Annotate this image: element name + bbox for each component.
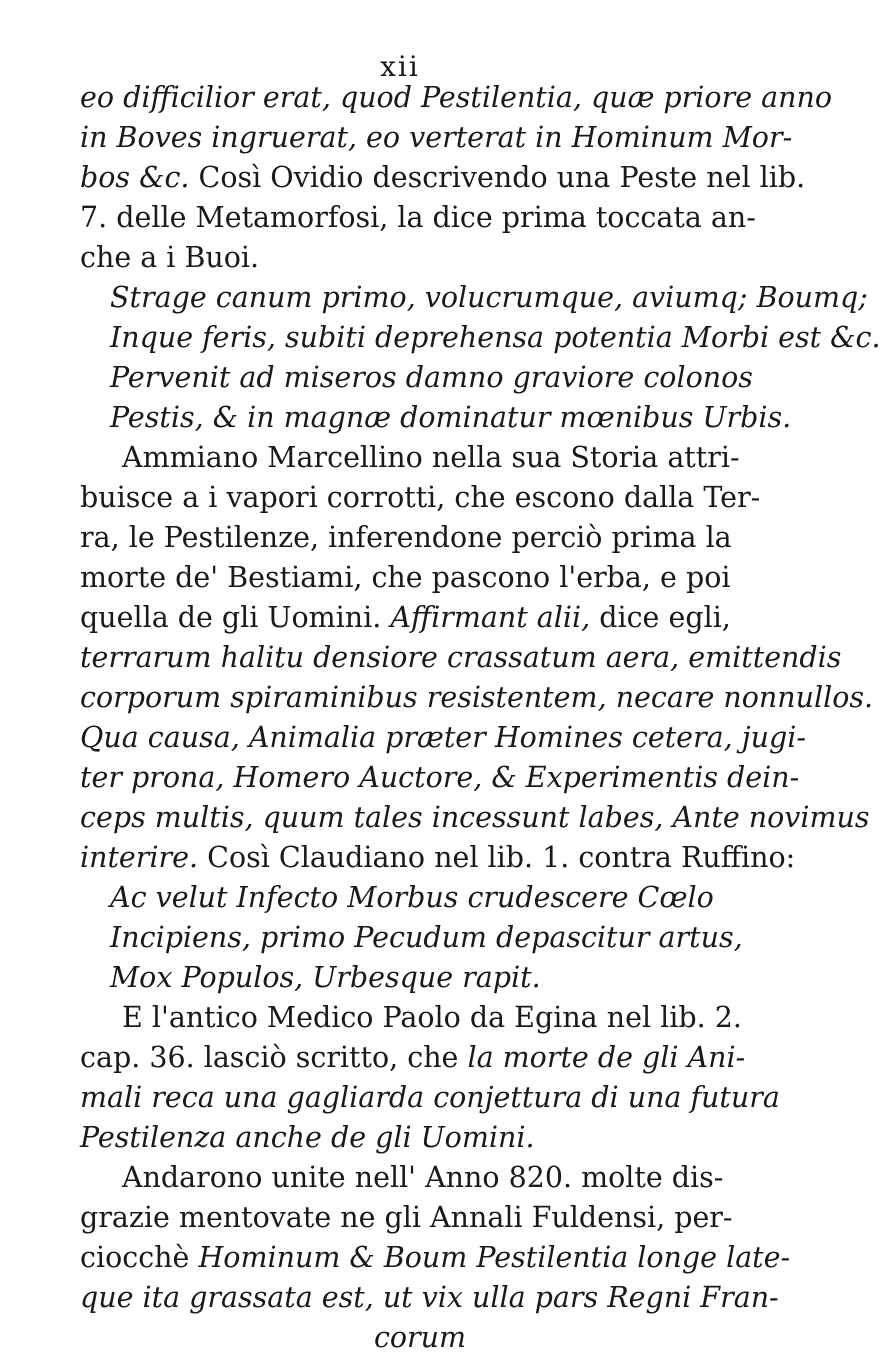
- text-run: dice egli,: [599, 601, 731, 634]
- text-line: Incipiens, primo Pecudum depascitur artus,: [110, 921, 743, 954]
- text-run: Così Claudiano nel lib. 1. contra Ruffino:: [207, 841, 796, 874]
- text-line: [80, 838, 796, 878]
- text-line: Pestis, & in magnæ dominatur mœnibus Urbis.: [110, 401, 792, 434]
- text-line: corum: [373, 1321, 467, 1354]
- text-line: Pestilenza anche de gli Uomini.: [80, 1121, 535, 1154]
- text-line: [80, 1038, 760, 1078]
- page-body: [80, 78, 881, 1358]
- text-run: cap. 36. lasciò scritto, che: [80, 1041, 468, 1074]
- text-line: Qua causa, Animalia præter Homines cetera, jugi-: [80, 721, 806, 754]
- text-line: Inque feris, subiti deprehensa potentia Morbi est &c.: [110, 321, 881, 354]
- text-line: [80, 158, 806, 198]
- text-run: interire.: [80, 841, 208, 874]
- text-line: [80, 1238, 791, 1278]
- text-line: que ita grassata est, ut vix ulla pars Regni Fran-: [80, 1281, 779, 1314]
- text-run: Così Ovidio descrivendo una Peste nel lib.: [198, 161, 806, 194]
- text-line: Ammiano Marcellino nella sua Storia attri-: [122, 441, 740, 474]
- text-run: Hominum & Boum Pestilentia longe late-: [198, 1241, 791, 1274]
- text-line: buisce a i vapori corrotti, che escono dalla Ter-: [80, 481, 761, 514]
- text-line: Pervenit ad miseros damno graviore colonos: [110, 361, 753, 394]
- text-line: ceps multis, quum tales incessunt labes, Ante novimus: [80, 801, 870, 834]
- text-line: eo difficilior erat, quod Pestilentia, quæ priore anno: [80, 81, 832, 114]
- text-line: corporum spiraminibus resistentem, necare nonnullos.: [80, 681, 874, 714]
- text-line: Mox Populos, Urbesque rapit.: [110, 961, 541, 994]
- text-run: quella de gli Uomini.: [80, 601, 391, 634]
- text-line: morte de' Bestiami, che pascono l'erba, e poi: [80, 561, 731, 594]
- text-run: la morte de gli Ani-: [467, 1041, 746, 1074]
- text-line: mali reca una gagliarda conjettura di una futura: [80, 1081, 780, 1114]
- text-line: ra, le Pestilenze, inferendone perciò prima la: [80, 521, 732, 554]
- text-line: che a i Buoi.: [80, 241, 260, 274]
- text-line: Ac velut Infecto Morbus crudescere Cœlo: [110, 881, 714, 914]
- page-number: xii: [380, 50, 420, 83]
- text-line: grazie mentovate ne gli Annali Fuldensi, per-: [80, 1201, 733, 1234]
- text-line: 7. delle Metamorfosi, la dice prima toccata an-: [80, 201, 756, 234]
- text-run: bos &c.: [80, 161, 199, 194]
- text-run: ciocchè: [80, 1241, 199, 1274]
- text-line: Andarono unite nell' Anno 820. molte dis-: [122, 1161, 724, 1194]
- text-line: [80, 598, 760, 638]
- text-line: terrarum halitu densiore crassatum aera, emittendis: [80, 641, 842, 674]
- text-line: Strage canum primo, volucrumque, aviumq; Boumq;: [110, 281, 868, 314]
- text-line: E l'antico Medico Paolo da Egina nel lib. 2.: [122, 1001, 742, 1034]
- text-run: Affirmant alii,: [390, 601, 600, 634]
- text-line: ter prona, Homero Auctore, & Experimentis dein-: [80, 761, 800, 794]
- text-line: in Boves ingruerat, eo verterat in Hominum Mor-: [80, 121, 793, 154]
